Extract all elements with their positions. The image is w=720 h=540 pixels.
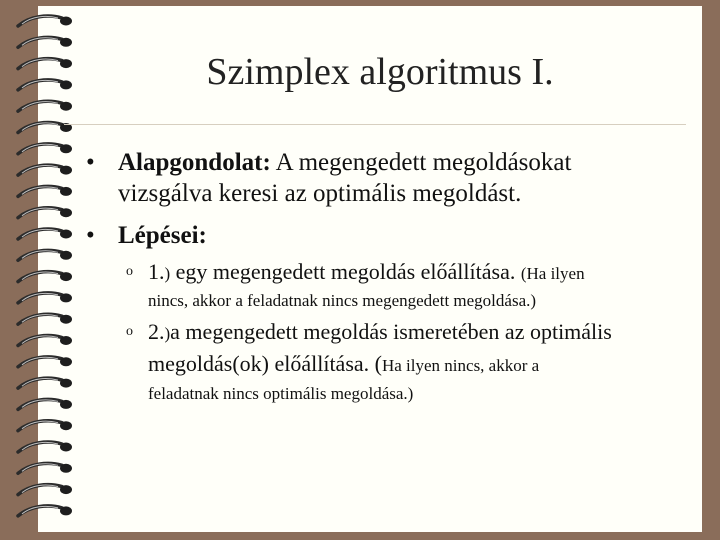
bullet-label: Lépései: [118, 222, 207, 249]
step-number: 2. [148, 319, 165, 344]
binding-hole [60, 379, 72, 388]
binding-hole [60, 400, 72, 409]
binding-hole [60, 166, 72, 175]
bullet-text: A megengedett megoldásokat [270, 149, 572, 176]
step-paren: ) [164, 324, 171, 343]
spiral-binding [0, 0, 90, 540]
slide-title: Szimplex algoritmus I. [206, 51, 554, 93]
binding-hole [60, 336, 72, 345]
step-text: a megengedett megoldás ismeretében az optimális [170, 319, 612, 344]
binding-hole [60, 315, 72, 324]
bullet-text-line2: vizsgálva keresi az optimális megoldást. [118, 180, 522, 207]
sub-bullet-marker: o [126, 324, 133, 339]
binding-hole [60, 144, 72, 153]
binding-hole [60, 443, 72, 452]
binding-hole [60, 421, 72, 430]
step-note-line3: feladatnak nincs optimális megoldása.) [148, 384, 414, 403]
step-note-line2: nincs, akkor a feladatnak nincs megengedett megoldása.) [148, 291, 537, 310]
bullet-marker: • [86, 149, 95, 176]
step-number: 1. [148, 259, 165, 284]
binding-hole [60, 293, 72, 302]
binding-hole [60, 17, 72, 26]
step-note: Ha ilyen nincs, akkor a [381, 356, 540, 375]
binding-hole [60, 506, 72, 515]
title-divider [64, 124, 686, 125]
bullet-marker: • [86, 222, 95, 249]
binding-hole [60, 357, 72, 366]
binding-hole [60, 80, 72, 89]
step-text-line2: megoldás(ok) előállítása. ( [148, 351, 382, 376]
binding-hole [60, 38, 72, 47]
step-text: egy megengedett megoldás előállítása. [170, 259, 521, 284]
binding-hole [60, 272, 72, 281]
binding-hole [60, 187, 72, 196]
step-note: (Ha ilyen [520, 264, 585, 283]
binding-hole [60, 230, 72, 239]
binding-hole [60, 102, 72, 111]
step-paren: ) [164, 264, 171, 283]
binding-hole [60, 59, 72, 68]
binding-hole [60, 251, 72, 260]
binding-hole [60, 464, 72, 473]
sub-bullet-marker: o [126, 264, 133, 279]
binding-hole [60, 485, 72, 494]
bullet-label: Alapgondolat: [118, 149, 271, 176]
binding-hole [60, 208, 72, 217]
